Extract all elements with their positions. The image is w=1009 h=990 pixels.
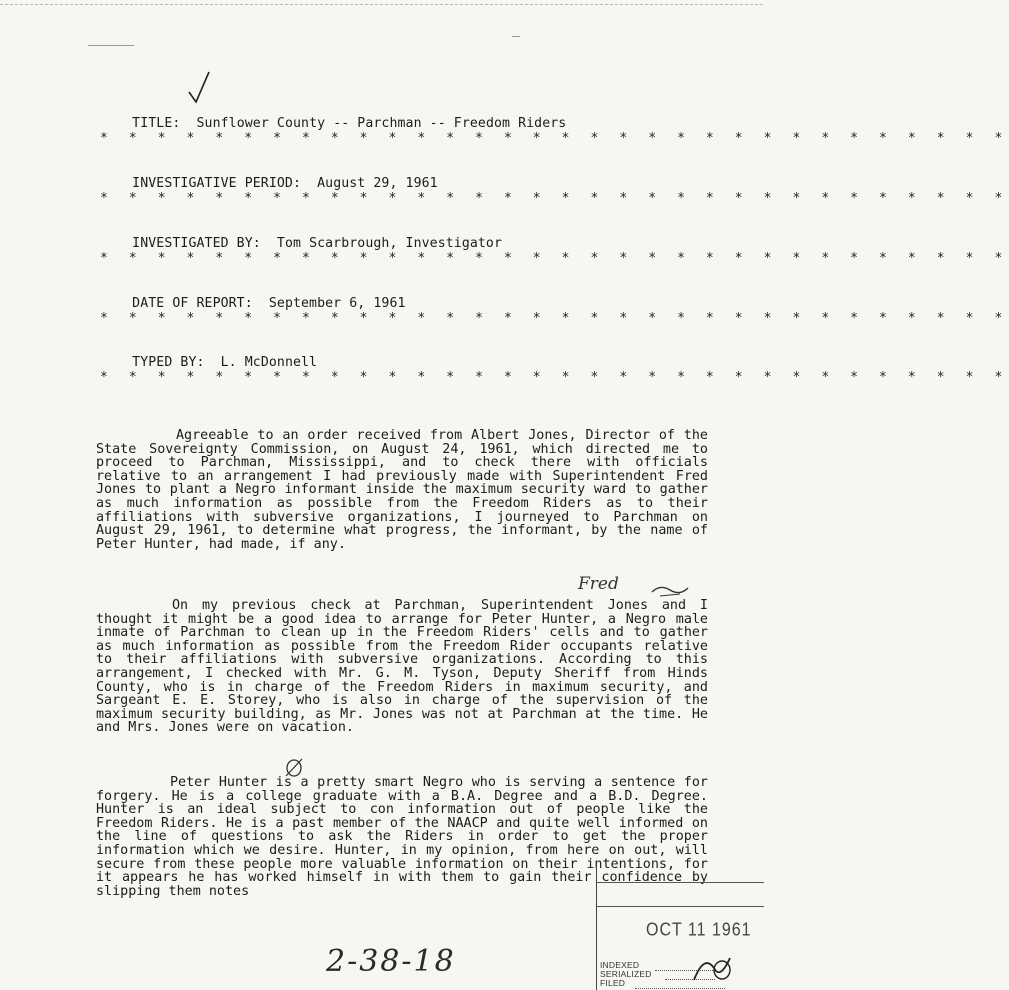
- handwritten-scribble-icon: [650, 582, 690, 598]
- handwritten-initials-icon: [690, 950, 736, 986]
- separator: * * * * * * * * * * * * * * * * * * * * * * * * * * * * * * * *: [100, 251, 1009, 266]
- stamp-rule: [597, 882, 764, 883]
- paragraph-3: Peter Hunter is a pretty smart Negro who is serving a sentence for forgery. He is a college graduate with a B.A. Degree and a B.D. Degree. Hunter is an ideal subject to con information out of people like the Freedom Riders. He is a past member of the NAACP and quite well informed on the line of questions to ask the Riders in order to get the proper information which we desire. Hunter, in my opinion, from here on out, will secure from these people more valuable information on their intentions, for it appears he has worked himself in with them to gain their confidence by slipping them notes: [96, 775, 708, 899]
- title-value: Sunflower County -- Parchman -- Freedom Riders: [196, 116, 567, 131]
- period-value: August 29, 1961: [317, 176, 438, 191]
- separator: * * * * * * * * * * * * * * * * * * * * * * * * * * * * * * * *: [100, 311, 1009, 326]
- scan-mark: [512, 36, 520, 37]
- paragraph-2: On my previous check at Parchman, Superintendent Jones and I thought it might be a good idea to arrange for Peter Hunter, a Negro male inmate of Parchman to clean up in the Freedom Riders' cells and to gather as much information as possible from the Freedom Rider occupants relative to their affiliations with subversive organizations. According to this arrangement, I checked with Mr. G. M. Tyson, Deputy Sheriff from Hinds County, who is in charge of the Freedom Riders in maximum security, and Sargeant E. E. Storey, who is also in charge of the supervision of the maximum security building, as Mr. Jones was not at Parchman at the time. He and Mrs. Jones were on vacation.: [96, 598, 708, 736]
- title-label: TITLE:: [132, 116, 181, 131]
- stamp-rule: [597, 906, 764, 907]
- dotted-line: [635, 988, 725, 989]
- separator: * * * * * * * * * * * * * * * * * * * * * * * * * * * * * * * *: [100, 191, 1009, 206]
- report-date-value: September 6, 1961: [268, 296, 406, 311]
- report-date-label: DATE OF REPORT:: [132, 296, 253, 311]
- top-edge-line: [0, 4, 763, 5]
- handwritten-mark-icon: [282, 756, 306, 780]
- indexed-label: INDEXED: [600, 960, 640, 970]
- separator: * * * * * * * * * * * * * * * * * * * * * * * * * * * * * * * *: [100, 370, 1009, 385]
- file-number: 2-38-18: [326, 944, 456, 979]
- investigator-value: Tom Scarbrough, Investigator: [276, 236, 503, 251]
- serialized-label: SERIALIZED: [600, 969, 652, 979]
- separator: * * * * * * * * * * * * * * * * * * * * * * * * * * * * * * * *: [100, 131, 1009, 146]
- scan-mark: [88, 45, 134, 46]
- paragraph-1: Agreeable to an order received from Albert Jones, Director of the State Sovereignty Commission, on August 24, 1961, which directed me to proceed to Parchman, Mississippi, and to check there with officials relative to an arrangement I had previously made with Superintendent Fred Jones to plant a Negro informant inside the maximum security ward to gather as much information as possible from the Freedom Riders as to their affiliations with subversive organizations, I journeyed to Parchman on August 29, 1961, to determine what progress, the informant, by the name of Peter Hunter, had made, if any.: [96, 428, 708, 552]
- typed-label: TYPED BY:: [132, 355, 205, 370]
- filed-label: FILED: [600, 978, 626, 988]
- period-label: INVESTIGATIVE PERIOD:: [132, 176, 302, 191]
- date-stamp: OCT 11 1961: [646, 920, 752, 941]
- handwritten-fred: Fred: [578, 574, 619, 594]
- investigator-label: INVESTIGATED BY:: [132, 236, 261, 251]
- typed-value: L. McDonnell: [220, 355, 318, 370]
